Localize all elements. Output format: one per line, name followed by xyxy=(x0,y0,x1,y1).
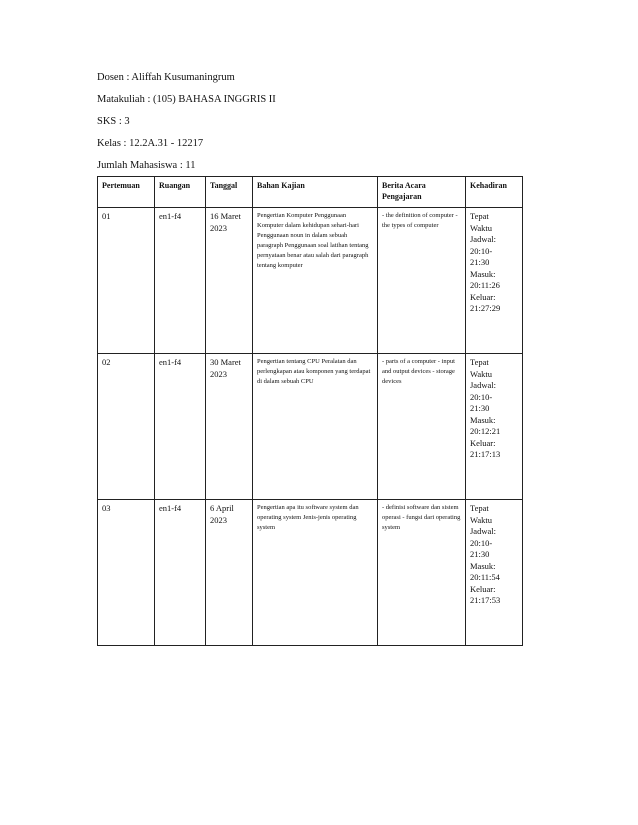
credits-line: SKS : 3 xyxy=(97,116,130,127)
attendance-line: 20:10- xyxy=(470,537,493,548)
attendance-line: Keluar: xyxy=(470,437,496,448)
attendance-line: Tepat xyxy=(470,211,489,221)
attendance-line: 20:11:54 xyxy=(470,572,500,582)
cell-pertemuan: 02 xyxy=(98,354,155,500)
cell-kehadiran xyxy=(466,354,523,500)
attendance-line: 21:30 xyxy=(470,257,490,267)
attendance-line: 20:10- xyxy=(470,245,493,256)
attendance-line: 21:30 xyxy=(470,549,490,559)
header-ruangan: Ruangan xyxy=(155,177,206,208)
attendance-line: 21:30 xyxy=(470,403,490,413)
attendance-line: Keluar: xyxy=(470,583,496,594)
attendance-line: 20:10- xyxy=(470,391,493,402)
table-row xyxy=(98,354,523,500)
lecturer-line: Dosen : Aliffah Kusumaningrum xyxy=(97,72,235,83)
attendance-line: Waktu xyxy=(470,222,492,233)
student-count-line: Jumlah Mahasiswa : 11 xyxy=(97,160,196,171)
attendance-line: Masuk: xyxy=(470,414,496,425)
cell-kehadiran xyxy=(466,500,523,646)
attendance-line: Jadwal: xyxy=(470,234,496,244)
header-pertemuan: Pertemuan xyxy=(98,177,155,208)
cell-tanggal: 30 Maret 2023 xyxy=(206,354,253,500)
schedule-table xyxy=(97,176,523,646)
cell-bahan-kajian: Pengertian tentang CPU Peralatan dan perlengkapan atau komponen yang terdapat di dalam sebuah CPU xyxy=(253,354,378,500)
attendance-line: Masuk: xyxy=(470,268,496,279)
attendance-line: Waktu xyxy=(470,368,492,379)
course-line: Matakuliah : (105) BAHASA INGGRIS II xyxy=(97,94,276,105)
attendance-line: 21:17:53 xyxy=(470,595,501,605)
cell-bahan-kajian: Pengertian apa itu software system dan operating system Jenis-jenis operating system xyxy=(253,500,378,646)
header-kehadiran: Kehadiran xyxy=(466,177,523,208)
header-bahan-kajian: Bahan Kajian xyxy=(253,177,378,208)
attendance-line: Jadwal: xyxy=(470,526,496,536)
attendance-line: 21:17:13 xyxy=(470,449,501,459)
cell-kehadiran xyxy=(466,208,523,354)
cell-pertemuan: 01 xyxy=(98,208,155,354)
header-tanggal: Tanggal xyxy=(206,177,253,208)
attendance-line: 21:27:29 xyxy=(470,303,501,313)
table-header-row xyxy=(98,177,523,208)
cell-berita-acara: - the definition of computer - the types of computer xyxy=(378,208,466,354)
attendance-line: Masuk: xyxy=(470,560,496,571)
table-row xyxy=(98,500,523,646)
cell-ruangan: en1-f4 xyxy=(155,208,206,354)
attendance-line: Tepat xyxy=(470,503,489,513)
header-berita-acara: Berita Acara Pengajaran xyxy=(378,177,466,208)
cell-ruangan: en1-f4 xyxy=(155,354,206,500)
class-line: Kelas : 12.2A.31 - 12217 xyxy=(97,138,204,149)
cell-pertemuan: 03 xyxy=(98,500,155,646)
cell-ruangan: en1-f4 xyxy=(155,500,206,646)
attendance-line: 20:12:21 xyxy=(470,426,501,436)
attendance-line: Jadwal: xyxy=(470,380,496,390)
attendance-line: 20:11:26 xyxy=(470,280,500,290)
attendance-line: Tepat xyxy=(470,357,489,367)
cell-berita-acara: - definisi software dan sistem operasi - fungsi dari operating system xyxy=(378,500,466,646)
attendance-line: Keluar: xyxy=(470,291,496,302)
table-row xyxy=(98,208,523,354)
cell-berita-acara: - parts of a computer - input and output devices - storage devices xyxy=(378,354,466,500)
cell-tanggal: 6 April 2023 xyxy=(206,500,253,646)
cell-tanggal: 16 Maret 2023 xyxy=(206,208,253,354)
cell-bahan-kajian: Pengertian Komputer Penggunaan Komputer dalam kehidupan sehari-hari Penggunaan noun in dalam sebuah paragraph Penggunaan soal latihan tentang pernyataan benar atau salah dari paragraph tentang komputer xyxy=(253,208,378,354)
attendance-line: Waktu xyxy=(470,514,492,525)
